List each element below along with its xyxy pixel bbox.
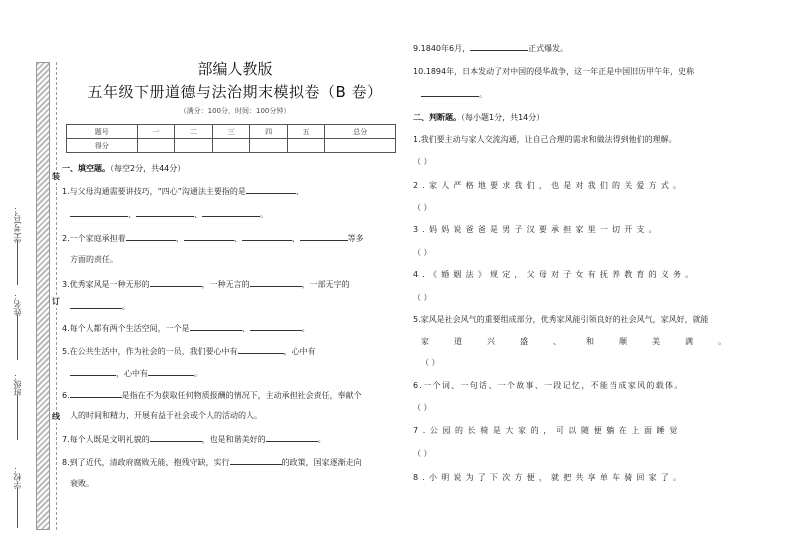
publisher-title: 部编人教版 [197, 60, 273, 78]
q7-text-a: 7.每个人既是文明礼貌的 [62, 435, 150, 444]
score-table-score-row [67, 139, 396, 153]
blank[interactable] [126, 232, 176, 241]
name-label: 姓名： [13, 292, 22, 316]
q9-text-a: 9.1840年6月， [413, 44, 471, 53]
score-header-cell: 五 [287, 125, 325, 139]
section1-note: （每空2分，共44分） [110, 164, 186, 173]
score-table-header-row [67, 125, 396, 139]
q5-text-a: 5.在公共生活中，作为社会的一员，我们要心中有 [62, 347, 238, 356]
q3 [62, 278, 350, 291]
q3-text-c: ，一部无字的 [301, 280, 350, 289]
judge-4: 4.《婚姻法》规定，父母对子女有抚养教育的义务。 [413, 270, 698, 279]
section2-heading [413, 112, 544, 123]
q3-cont: 。 [70, 300, 130, 313]
q4: 4.每个人都有两个生活空间，一个是 、 。 [62, 324, 310, 333]
judge-6: 6.一个词、一句话、一个故事、一段记忆，不能当成家风的载体。 [413, 381, 684, 390]
q2-cont: 方面的责任。 [70, 255, 118, 264]
q1-text: 1.与父母沟通需要讲技巧，“四心”沟通法主要指的是 [62, 187, 246, 196]
score-header-cell: 四 [250, 125, 288, 139]
answer-paren-6[interactable]: （ ） [413, 403, 432, 412]
blank[interactable] [70, 208, 128, 217]
q9 [413, 42, 568, 55]
judge-3: 3.妈妈说爸爸是男子汉要承担家里一切开支。 [413, 225, 661, 234]
q2-text: 2.一个家庭承担着 [62, 234, 126, 243]
judge-1: 1.我们要主动与家人交流沟通，让自己合理的需求和做法得到他们的理解。 [413, 135, 677, 144]
q7-text-b: ，也是和谐美好的 [201, 435, 266, 444]
judge-2: 2.家人严格地要求我们，也是对我们的关爱方式。 [413, 181, 686, 190]
answer-paren-4[interactable]: （ ） [413, 293, 432, 302]
q5 [62, 345, 316, 358]
q4-text: 4.每个人都有两个生活空间，一个是 [62, 324, 190, 333]
blank[interactable] [202, 208, 260, 217]
answer-paren-7[interactable]: （ ） [413, 449, 432, 458]
q6-cont: 人的时间和精力，开展有益于社会或个人的活动的人。 [70, 411, 262, 420]
blank[interactable] [246, 185, 296, 194]
blank[interactable] [242, 232, 292, 241]
judge-5-cont: 家道兴盛、和顺美满。 [421, 337, 751, 346]
q5-text-b: ，心中有 [283, 347, 316, 356]
score-cell[interactable] [287, 139, 325, 153]
blank[interactable] [266, 433, 318, 442]
q7: 7.每个人既是文明礼貌的 ，也是和谐美好的 。 [62, 435, 326, 444]
class-line[interactable] [17, 395, 18, 440]
blank[interactable] [70, 300, 122, 309]
q8-text-a: 8.到了近代，清政府腐败无能，抱残守缺，实行 [62, 458, 230, 467]
blank[interactable] [250, 278, 302, 287]
judge-5: 5.家风是社会风气的重要组成部分，优秀家风能引领良好的社会风气，家风好，就能 [413, 315, 709, 324]
q1-blanks: 、 、 。 [70, 208, 268, 221]
answer-paren-2[interactable]: （ ） [413, 203, 432, 212]
seal-char-2: 订 [52, 297, 60, 306]
score-cell[interactable] [212, 139, 250, 153]
judge-8: 8.小明说为了下次方便，就把共享单车骑回家了。 [413, 473, 686, 482]
q10: 10.1894年，日本发动了对中国的侵华战争，这一年正是中国旧历甲午年，史称 [413, 67, 695, 76]
answer-paren-1[interactable]: （ ） [413, 157, 432, 166]
score-cell[interactable] [137, 139, 175, 153]
blank[interactable] [470, 42, 528, 51]
school-label: 学校： [13, 465, 22, 489]
blank[interactable] [136, 208, 194, 217]
score-cell[interactable] [250, 139, 288, 153]
exam-title: 五年级下册道德与法治期末模拟卷（B 卷） [87, 83, 383, 101]
class-label: 班级： [13, 372, 22, 396]
section2-title: 二、判断题。 [413, 113, 461, 122]
student-id-label: 学(考)号： [13, 205, 22, 244]
q2: 2.一个家庭承担着 、 、 、 等多 [62, 234, 364, 243]
q3-text-b: ，一种无言的 [201, 280, 250, 289]
answer-paren-3[interactable]: （ ） [413, 248, 432, 257]
section2-note: （每小题1分，共14分） [461, 113, 545, 122]
answer-paren-5[interactable]: （ ） [421, 358, 440, 367]
q10-cont: 。 [421, 88, 487, 101]
q3-text-a: 3.优秀家风是一种无形的 [62, 280, 150, 289]
section1-heading [62, 163, 185, 174]
binding-strip [36, 62, 50, 530]
q9-text-b: 正式爆发。 [528, 44, 569, 53]
blank[interactable] [150, 433, 202, 442]
blank[interactable] [421, 88, 479, 97]
score-header-cell: 三 [212, 125, 250, 139]
score-header-cell: 题号 [67, 125, 138, 139]
blank[interactable] [184, 232, 234, 241]
q2-text-b: 等多 [347, 234, 364, 243]
blank[interactable] [238, 345, 284, 354]
q8-text-b: 的政策，国家逐渐走向 [281, 458, 362, 467]
score-table [66, 124, 396, 153]
judge-7: 7.公园的长椅是大家的，可以随便躺在上面睡觉 [413, 426, 682, 435]
score-cell[interactable] [325, 139, 396, 153]
name-line[interactable] [17, 315, 18, 360]
seal-char-1: 装 [52, 172, 60, 181]
blank[interactable] [70, 389, 122, 398]
score-header-cell: 一 [137, 125, 175, 139]
blank[interactable] [70, 367, 116, 376]
q6-text-b: 是指在不为获取任何物质报酬的情况下，主动承担社会责任，奉献个 [121, 391, 362, 400]
blank[interactable] [300, 232, 348, 241]
score-cell[interactable] [175, 139, 213, 153]
q5-text-c: ，心中有 [116, 369, 148, 378]
blank[interactable] [230, 456, 282, 465]
blank[interactable] [148, 367, 194, 376]
blank[interactable] [150, 278, 202, 287]
q8 [62, 456, 362, 469]
blank[interactable] [190, 322, 242, 331]
q6-text-a: 6. [62, 391, 70, 400]
seal-char-3: 线 [52, 412, 60, 421]
school-line[interactable] [17, 488, 18, 528]
score-header-cell: 总分 [325, 125, 396, 139]
q1: 1.与父母沟通需要讲技巧，“四心”沟通法主要指的是 、 [62, 187, 304, 196]
exam-subtitle: （满分：100分，时间：100分钟） [179, 107, 291, 115]
section1-title: 一、填空题。 [62, 164, 110, 173]
score-row-label: 得分 [67, 139, 138, 153]
q5-cont: ，心中有 。 [70, 367, 202, 380]
q8-cont: 衰败。 [70, 479, 94, 488]
blank[interactable] [250, 322, 302, 331]
q6 [62, 389, 362, 402]
student-id-line[interactable] [17, 240, 18, 285]
score-header-cell: 二 [175, 125, 213, 139]
